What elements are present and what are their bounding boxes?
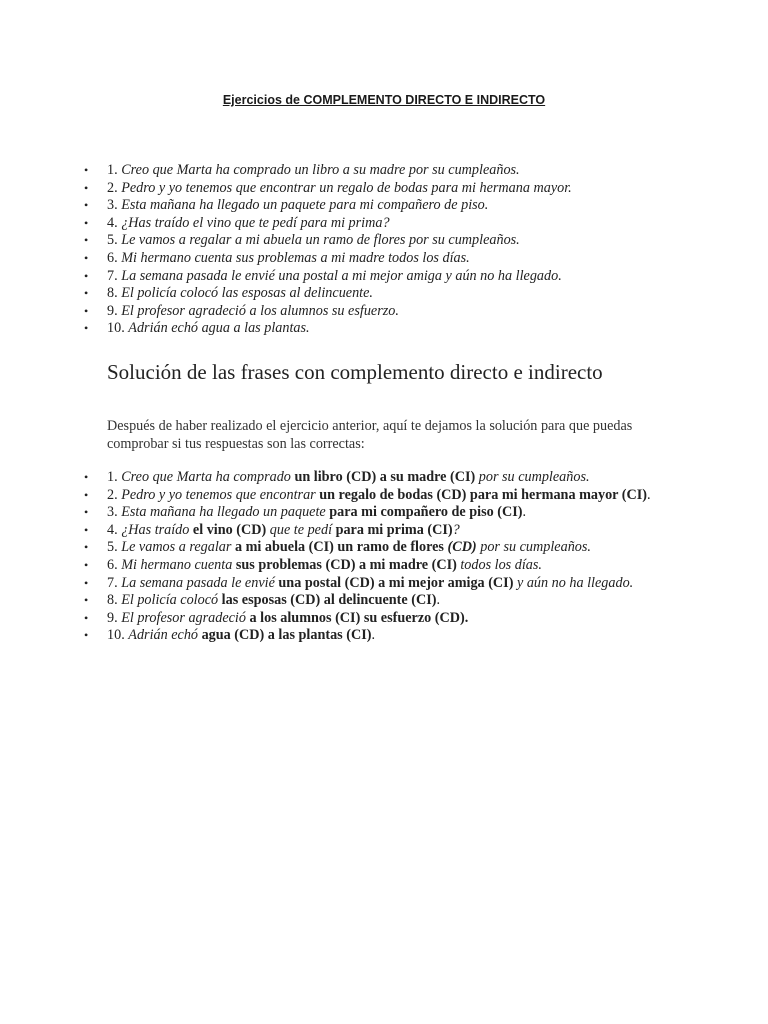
bullet-icon: •	[84, 303, 89, 318]
solution-number: 3.	[107, 504, 118, 521]
solution-item	[84, 469, 724, 487]
solution-text: Creo que Marta ha comprado	[121, 469, 291, 485]
solution-text: que te pedí	[269, 521, 333, 538]
solution-text: y aún no ha llegado.	[516, 574, 634, 591]
solution-text: ¿Has traído	[121, 521, 190, 538]
solution-number: 10.	[107, 627, 125, 644]
exercise-number: 8.	[107, 285, 118, 302]
solution-text: .	[371, 627, 375, 644]
complement-highlight: las esposas (CD) al delincuente (CI)	[221, 592, 437, 609]
solution-intro: Después de haber realizado el ejercicio anterior, aquí te dejamos la solución para que puedas comprobar si tus respuestas son las correctas:	[107, 418, 633, 452]
bullet-icon: •	[84, 215, 89, 230]
exercise-item	[84, 320, 724, 338]
exercise-sentence: La semana pasada le envié una postal a mi mejor amiga y aún no ha llegado.	[121, 267, 562, 284]
solution-item	[84, 539, 724, 557]
complement-highlight: sus problemas (CD) a mi madre (CI)	[235, 556, 457, 573]
exercise-sentence: Creo que Marta ha comprado un libro a su madre por su cumpleaños.	[121, 162, 520, 178]
solution-number: 2.	[107, 486, 118, 503]
complement-highlight: el vino (CD)	[192, 521, 267, 538]
bullet-icon: •	[84, 593, 89, 608]
exercise-sentence: Le vamos a regalar a mi abuela un ramo de flores por su cumpleaños.	[121, 232, 520, 249]
solution-text: Pedro y yo tenemos que encontrar	[121, 486, 316, 503]
solution-text: Esta mañana ha llegado un paquete	[121, 504, 326, 521]
complement-highlight: para mi prima (CI)	[335, 521, 453, 538]
solution-text: Mi hermano cuenta	[121, 556, 233, 573]
exercise-number: 5.	[107, 232, 118, 249]
exercise-item	[84, 285, 724, 303]
solution-text: ?	[452, 521, 460, 538]
complement-highlight: agua (CD) a las plantas (CI)	[201, 627, 372, 644]
bullet-icon: •	[84, 575, 89, 590]
solution-item	[84, 487, 724, 505]
exercise-number: 4.	[107, 214, 118, 231]
solution-text: .	[522, 504, 527, 521]
bullet-icon: •	[84, 163, 89, 177]
complement-highlight: para mi compañero de piso (CI)	[329, 504, 523, 521]
complement-highlight: (CD)	[447, 539, 477, 556]
exercise-sentence: Esta mañana ha llegado un paquete para mi compañero de piso.	[121, 197, 489, 214]
solution-text: El policía colocó	[121, 592, 219, 609]
exercise-number: 6.	[107, 249, 118, 266]
exercise-item	[84, 215, 724, 233]
bullet-icon: •	[84, 522, 89, 537]
bullet-icon: •	[84, 487, 89, 502]
exercise-list	[84, 162, 724, 338]
exercise-sentence: El profesor agradeció a los alumnos su esfuerzo.	[121, 302, 399, 319]
exercise-number: 7.	[107, 267, 118, 284]
solution-item	[84, 522, 724, 540]
exercise-item	[84, 268, 724, 286]
exercise-item	[84, 232, 724, 250]
bullet-icon: •	[84, 470, 89, 484]
solution-heading: Solución de las frases con complemento directo e indirecto	[107, 360, 603, 384]
bullet-icon: •	[84, 557, 89, 572]
bullet-icon: •	[84, 505, 89, 520]
exercise-number: 2.	[107, 179, 118, 196]
exercise-sentence: El policía colocó las esposas al delincuente.	[121, 285, 373, 302]
solution-item	[84, 610, 724, 628]
bullet-icon: •	[84, 198, 89, 213]
bullet-icon: •	[84, 628, 89, 643]
solution-item	[84, 504, 724, 522]
solution-item	[84, 592, 724, 610]
complement-highlight: un regalo de bodas (CD) para mi hermana mayor (CI)	[319, 486, 647, 503]
bullet-icon: •	[84, 180, 89, 195]
solution-number: 5.	[107, 539, 118, 556]
document-title: Ejercicios de COMPLEMENTO DIRECTO E INDIRECTO	[222, 93, 546, 107]
solution-number: 7.	[107, 574, 118, 591]
solution-number: 1.	[107, 469, 118, 485]
solution-text: todos los días.	[460, 556, 542, 573]
solution-item	[84, 575, 724, 593]
bullet-icon: •	[84, 286, 89, 301]
exercise-item	[84, 303, 724, 321]
bullet-icon: •	[84, 610, 89, 625]
exercise-number: 9.	[107, 302, 118, 319]
solution-item	[84, 627, 724, 645]
solution-text: La semana pasada le envié	[121, 574, 275, 591]
exercise-item	[84, 162, 724, 180]
complement-highlight: a los alumnos (CI) su esfuerzo (CD).	[249, 609, 469, 626]
complement-highlight: un libro (CD) a su madre (CI)	[294, 469, 476, 485]
exercise-number: 3.	[107, 197, 118, 214]
solution-text: El profesor agradeció	[121, 609, 246, 626]
solution-item	[84, 557, 724, 575]
bullet-icon: •	[84, 250, 89, 265]
solution-number: 4.	[107, 521, 118, 538]
solution-number: 9.	[107, 609, 118, 626]
exercise-sentence: Pedro y yo tenemos que encontrar un regalo de bodas para mi hermana mayor.	[121, 179, 572, 196]
exercise-item	[84, 250, 724, 268]
complement-highlight: a mi abuela (CI) un ramo de flores	[234, 539, 444, 556]
bullet-icon: •	[84, 540, 89, 555]
exercise-sentence: Adrián echó agua a las plantas.	[128, 320, 310, 337]
exercise-number: 1.	[107, 162, 118, 178]
complement-highlight: una postal (CD) a mi mejor amiga (CI)	[278, 574, 514, 591]
exercise-item	[84, 180, 724, 198]
bullet-icon: •	[84, 233, 89, 248]
solution-text: por su cumpleaños.	[478, 469, 590, 485]
solution-text: .	[647, 486, 651, 503]
exercise-number: 10.	[107, 320, 125, 337]
solution-number: 8.	[107, 592, 118, 609]
solution-text: .	[436, 592, 440, 609]
solution-number: 6.	[107, 556, 118, 573]
bullet-icon: •	[84, 321, 89, 336]
exercise-item	[84, 197, 724, 215]
solution-list	[84, 469, 724, 645]
solution-text: Adrián echó	[128, 627, 199, 644]
exercise-sentence: Mi hermano cuenta sus problemas a mi madre todos los días.	[121, 249, 470, 266]
solution-text: Le vamos a regalar	[121, 539, 232, 556]
exercise-sentence: ¿Has traído el vino que te pedí para mi prima?	[121, 214, 390, 231]
solution-text: por su cumpleaños.	[480, 539, 591, 556]
bullet-icon: •	[84, 268, 89, 283]
